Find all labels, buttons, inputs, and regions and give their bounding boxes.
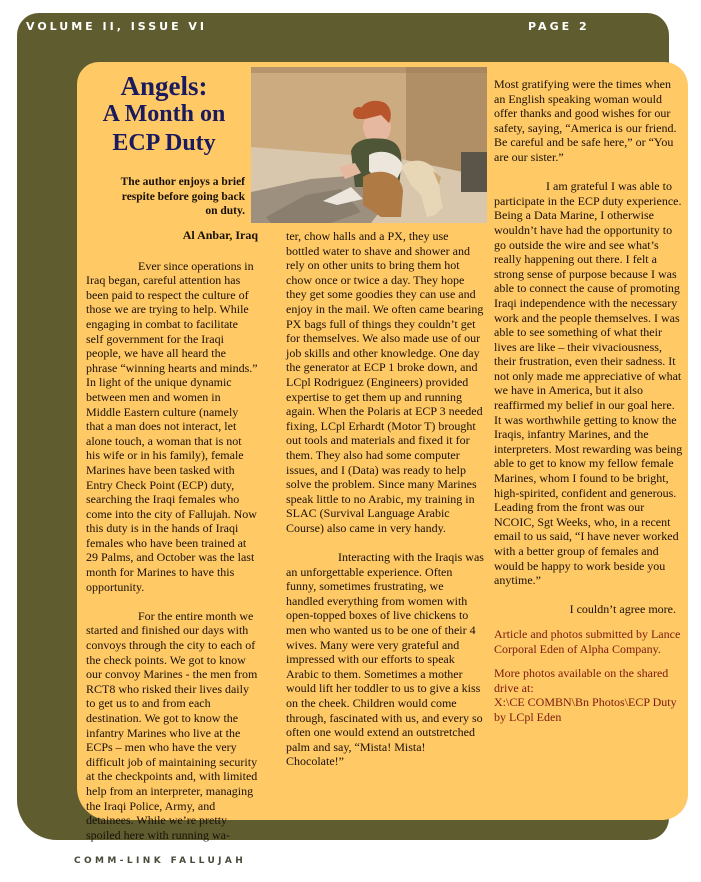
- article-title: [84, 72, 244, 156]
- closing-line: I couldn’t agree more.: [569, 602, 676, 617]
- paragraph: Interacting with the Iraqis was an unforgettable experience. Often funny, sometimes frustrating, we handled everything from women with open-topped boxes of live chickens to men who wanted us to be one of their 4 wives. Many were very grateful and impressed with our efforts to speak Arabic to them. Sometimes a mother would lift her toddler to us to give a kiss on the cheek. Children would come through, fascinated with us, and every so often one would extend an outstretched palm and say, “Mista! Mista! Chocolate!”: [286, 550, 484, 769]
- photo-caption: The author enjoys a brief respite before going back on duty.: [120, 176, 245, 217]
- paragraph: Ever since operations in Iraq began, careful attention has been paid to respect the culture of those we are trying to help. While engaging in combat to facilitate self government for the Iraqi people, we have all heard the phrase “winning hearts and minds.” In light of the unique dynamic between men and women in Middle Eastern culture (namely that a man does not interact, let alone touch, a woman that is not his wife or in his family), female Marines have been tasked with Entry Check Point (ECP) duty, searching the Iraqi females who come into the city of Fallujah. Now this duty is in the hands of Iraqi females who have been trained at 29 Palms, and October was the last month for Marines to have this opportunity.: [86, 258, 258, 594]
- volume-issue: VOLUME II, ISSUE VI: [26, 20, 208, 33]
- more-photos-note: More photos available on the shared drive at:: [494, 666, 669, 695]
- paragraph: For the entire month we started and finished our days with convoys through the city to each of the check points. We got to know our convoy Marines - the men from RCT8 who risked their lives daily to get us to and from each destination. We got to know the infantry Marines who live at the ECPs – men who have the very difficult job of maintaining security at the checkpoints and, with limited help from an interpreter, managing the Iraqi Police, Army, and detainees. While we’re pretty spoiled here with running wa-: [86, 608, 258, 842]
- paragraph: I am grateful I was able to participate in the ECP duty experience. Being a Data Marine, I otherwise wouldn’t have had the opportunity to go outside the wire and see what’s really happening out there. I felt a strong sense of purpose because I was able to connect the cause of promoting Iraqi independence with the necessary work and the people themselves. I was able to see something of what their lives are like – their vivaciousness, their frustration, even their sadness. It not only made me appreciative of what we have in America, but it also reaffirmed my belief in our goal here. It was worthwhile getting to know the Iraqis, infantry Marines, and the interpreters. Most rewarding was being able to get to know my fellow female Marines, whom I found to be bright, high-spirited, confident and generous. Leading from the front was our NCOIC, Sgt Weeks, who, in a recent email to us said, “I have never worked with a better group of females and would be happy to work beside you anytime.”: [494, 179, 683, 588]
- article-column-1: [86, 228, 258, 842]
- article-column-2: [286, 229, 484, 769]
- page-number: PAGE 2: [528, 20, 590, 33]
- publication-name: COMM-LINK FALLUJAH: [74, 856, 247, 866]
- title-line-3: ECP Duty: [112, 129, 216, 156]
- author-credit: Article and photos submitted by Lance Corporal Eden of Alpha Company.: [494, 626, 681, 656]
- paragraph: Most gratifying were the times when an English speaking woman would offer thanks and good wishes for our safety, saying, “America is our friend. Be careful and be safe here,” or “You are our sister.”: [494, 77, 677, 164]
- dateline: Al Anbar, Iraq: [182, 228, 258, 242]
- paragraph: ter, chow halls and a PX, they use bottled water to shave and shower and rely on other units to bring them hot chow once or twice a day. They hope they get some goodies they can use and enjoy in the mail. We often came bearing PX bags full of things they couldn’t get for themselves. We also made use of our job skills and other knowledge. One day the generator at ECP 1 broke down, and LCpl Rodriguez (Engineers) provided expertise to get them up and running again. When the Polaris at ECP 3 needed fixing, LCpl Erhardt (Motor T) brought out tools and materials and fixed it for them. They also had some computer issues, and I (Data) was ready to help solve the problem. Since many Marines speak little to no Arabic, my training in SLAC (Survival Language Arabic Course) also came in very handy.: [286, 229, 484, 535]
- shared-drive-path: X:\CE COMBN\Bn Photos\ECP Duty by LCpl Eden: [494, 695, 677, 724]
- article-photo: [251, 67, 487, 223]
- title-line-1: Angels:: [120, 71, 208, 101]
- article-column-3: [494, 77, 684, 725]
- photo-illustration: [251, 67, 487, 223]
- title-line-2: A Month on: [102, 101, 226, 128]
